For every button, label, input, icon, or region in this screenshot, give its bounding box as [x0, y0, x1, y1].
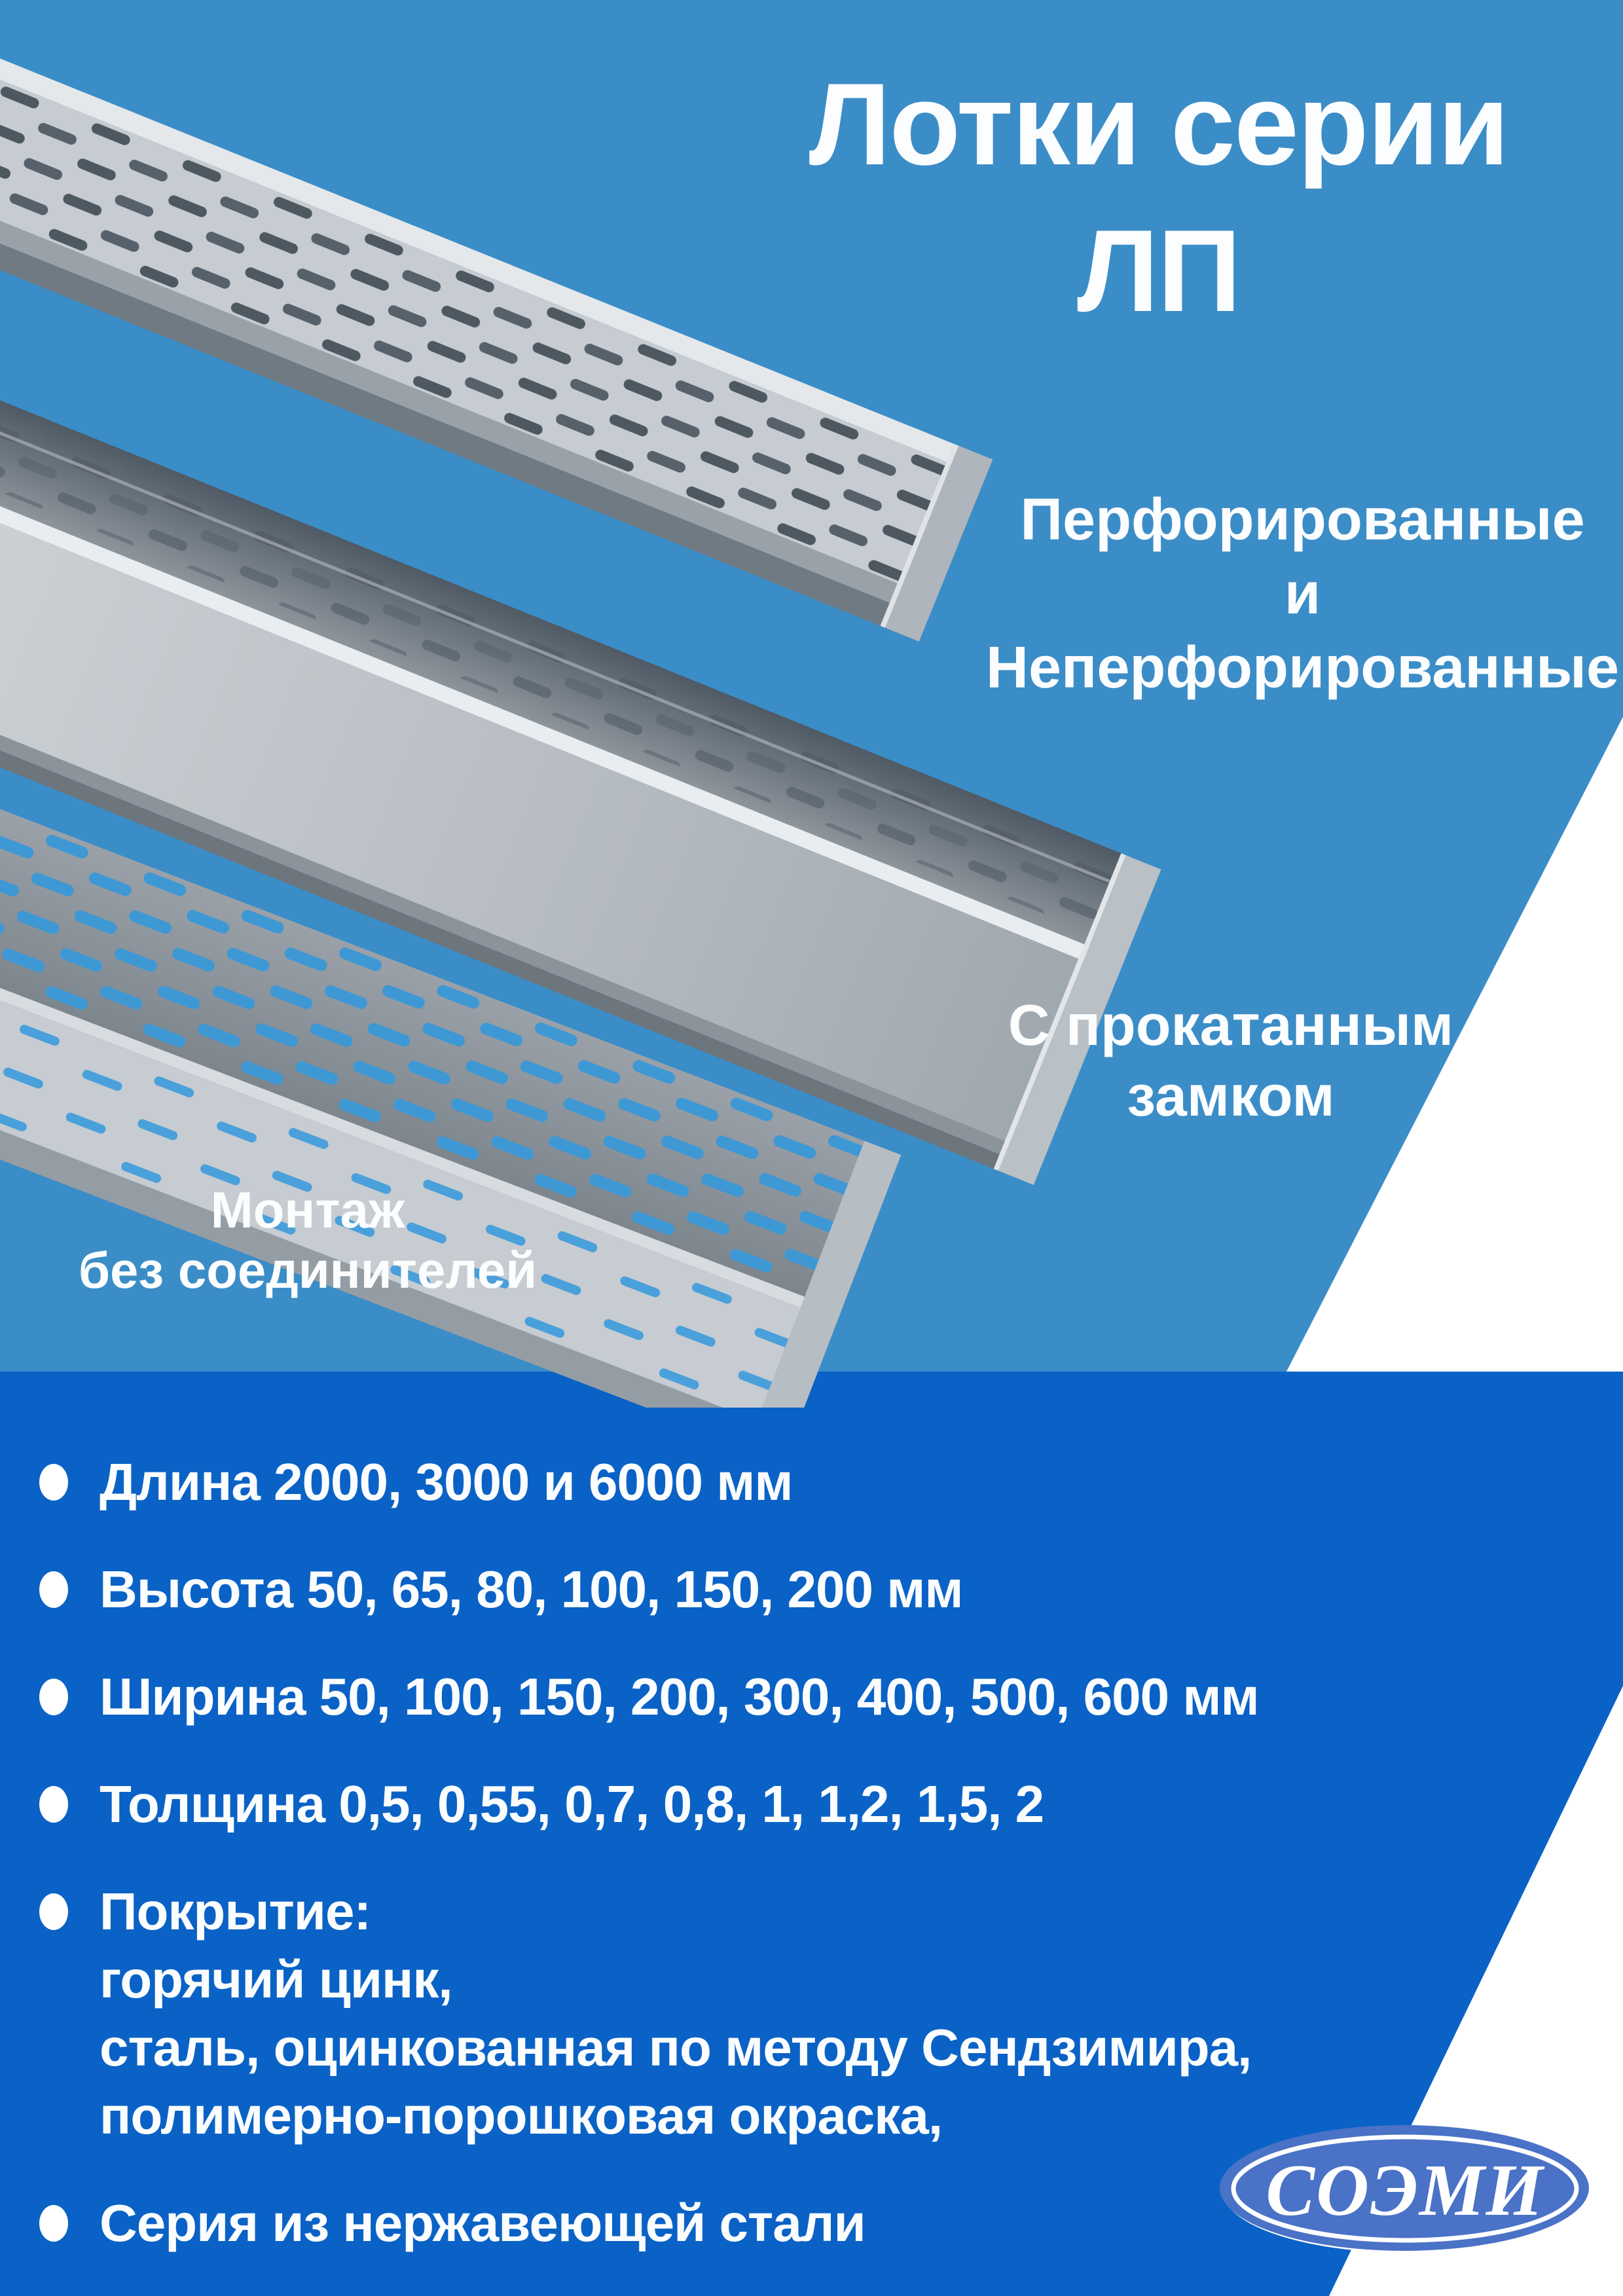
bullet-dot [39, 1679, 68, 1715]
text-line: С прокатанным [1008, 993, 1454, 1057]
bullet-width-text [100, 1663, 1259, 1731]
bullet-dot [39, 2205, 68, 2242]
text-line: и [1284, 561, 1321, 627]
bullet-length-text [100, 1448, 793, 1516]
logo-text: СОЭМИ [1266, 2150, 1544, 2231]
text-line: Ширина 50, 100, 150, 200, 300, 400, 500, 600 мм [100, 1667, 1259, 1726]
text-line: Толщина 0,5, 0,55, 0,7, 0,8, 1, 1,2, 1,5, 2 [100, 1775, 1044, 1833]
bullet-dot [39, 1464, 68, 1501]
title-line-1: Лотки серии [809, 59, 1508, 189]
bullet-coating-text [100, 1878, 1251, 2150]
bullet-height [31, 1556, 1472, 1624]
label-montage [20, 1180, 596, 1300]
bullet-thickness-text [100, 1770, 1044, 1838]
text-line: Монтаж [210, 1181, 405, 1239]
text-line: сталь, оцинкованная по методу Сендзимира, [100, 2018, 1252, 2077]
text-line: Длина 2000, 3000 и 6000 мм [100, 1453, 793, 1511]
text-line: Неперфорированные [985, 635, 1620, 701]
title-line-2: ЛП [1077, 206, 1240, 336]
bullet-length [31, 1448, 1472, 1516]
label-rolled-lock [910, 990, 1552, 1131]
bullet-height-text [100, 1556, 963, 1624]
text-line: полимерно-порошковая окраска, [100, 2086, 943, 2145]
text-line: горячий цинк, [100, 1950, 452, 2009]
text-line: Перфорированные [1020, 487, 1585, 553]
bullet-dot [39, 1786, 68, 1823]
bullet-dot [39, 1893, 68, 1930]
bullet-coating [31, 1878, 1472, 2150]
text-line: без соединителей [78, 1241, 538, 1299]
page-title [694, 51, 1623, 344]
bullet-stainless-text [100, 2189, 866, 2257]
bullet-width [31, 1663, 1472, 1731]
bullet-thickness [31, 1770, 1472, 1838]
text-line: Покрытие: [100, 1882, 371, 1941]
text-line: Высота 50, 65, 80, 100, 150, 200 мм [100, 1560, 963, 1618]
bullet-dot [39, 1571, 68, 1608]
text-line: замком [1127, 1063, 1335, 1128]
label-perforated [982, 483, 1623, 705]
soemi-logo [1218, 2123, 1592, 2254]
text-line: Серия из нержавеющей стали [100, 2194, 866, 2252]
